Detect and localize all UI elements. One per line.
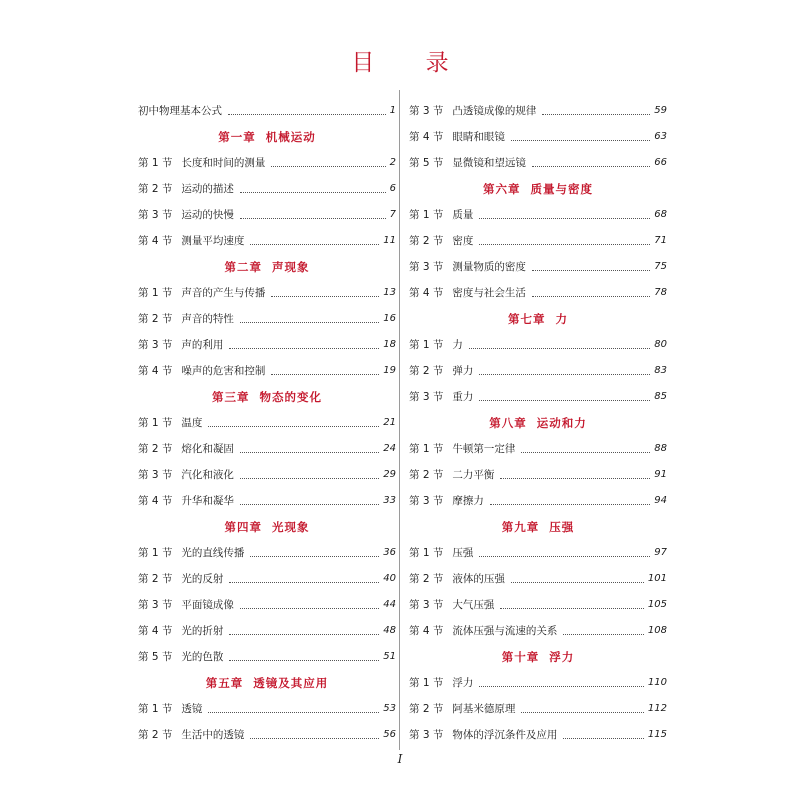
toc-entry[interactable] (409, 716, 667, 742)
dot-leader (500, 608, 644, 609)
dot-leader (469, 348, 650, 349)
section-page: 63 (654, 131, 667, 142)
section-number: 第 3 节 (409, 599, 444, 611)
section-page: 105 (647, 599, 667, 610)
section-title: 光的色散 (181, 651, 224, 663)
chapter-heading (138, 508, 396, 534)
dot-leader (479, 218, 650, 219)
toc-entry[interactable] (409, 560, 667, 586)
chapter-label: 第三章 (212, 390, 250, 404)
dot-leader (250, 556, 379, 557)
dot-leader (500, 478, 650, 479)
chapter-heading (409, 300, 667, 326)
section-title: 大气压强 (452, 599, 495, 611)
toc-entry[interactable] (138, 482, 396, 508)
section-title: 物体的浮沉条件及应用 (452, 729, 558, 741)
toc-right-column (409, 92, 667, 742)
section-number: 第 2 节 (409, 365, 444, 377)
section-title: 声音的产生与传播 (181, 287, 266, 299)
section-title: 眼睛和眼镜 (452, 131, 505, 143)
section-number: 第 1 节 (409, 339, 444, 351)
dot-leader (542, 114, 650, 115)
section-page: 48 (383, 625, 396, 636)
dot-leader (521, 452, 650, 453)
dot-leader (228, 114, 386, 115)
section-page: 33 (383, 495, 396, 506)
toc-entry[interactable] (138, 92, 396, 118)
section-title: 光的反射 (181, 573, 224, 585)
page-title: 目 录 (351, 50, 471, 76)
section-page: 40 (383, 573, 396, 584)
section-page: 29 (383, 469, 396, 480)
section-title: 初中物理基本公式 (138, 105, 222, 117)
dot-leader (479, 556, 650, 557)
toc-entry[interactable] (409, 612, 667, 638)
chapter-heading (409, 638, 667, 664)
section-number: 第 2 节 (138, 443, 173, 455)
toc-entry[interactable] (409, 482, 667, 508)
section-page: 94 (654, 495, 667, 506)
toc-entry[interactable] (138, 430, 396, 456)
section-title: 显微镜和望远镜 (452, 157, 526, 169)
dot-leader (271, 296, 379, 297)
section-number: 第 3 节 (409, 105, 444, 117)
chapter-label: 第八章 (489, 416, 527, 430)
section-title: 密度与社会生活 (452, 287, 526, 299)
dot-leader (240, 504, 379, 505)
section-number: 第 3 节 (138, 209, 173, 221)
dot-leader (532, 296, 650, 297)
chapter-name: 光现象 (272, 520, 310, 534)
section-number: 第 2 节 (409, 235, 444, 247)
section-title: 透镜 (181, 703, 203, 715)
toc-entry[interactable] (138, 326, 396, 352)
section-number: 第 2 节 (409, 703, 444, 715)
section-page: 36 (383, 547, 396, 558)
section-page: 6 (389, 183, 396, 194)
section-number: 第 2 节 (138, 573, 173, 585)
section-title: 平面镜成像 (181, 599, 234, 611)
section-page: 112 (647, 703, 667, 714)
section-title: 长度和时间的测量 (181, 157, 266, 169)
section-page: 66 (654, 157, 667, 168)
section-page: 19 (383, 365, 396, 376)
dot-leader (271, 374, 379, 375)
dot-leader (229, 660, 379, 661)
dot-leader (240, 478, 379, 479)
section-page: 83 (654, 365, 667, 376)
section-number: 第 4 节 (138, 365, 173, 377)
section-number: 第 5 节 (138, 651, 173, 663)
dot-leader (240, 322, 379, 323)
chapter-label: 第七章 (508, 312, 546, 326)
section-number: 第 1 节 (409, 443, 444, 455)
dot-leader (240, 192, 386, 193)
section-title: 浮力 (452, 677, 474, 689)
section-number: 第 4 节 (138, 625, 173, 637)
toc-entry[interactable] (409, 222, 667, 248)
toc-entry[interactable] (138, 612, 396, 638)
toc-entry[interactable] (138, 638, 396, 664)
section-number: 第 3 节 (138, 599, 173, 611)
dot-leader (511, 140, 650, 141)
toc-entry[interactable] (138, 352, 396, 378)
chapter-name: 压强 (549, 520, 575, 534)
dot-leader (240, 608, 379, 609)
toc-entry[interactable] (409, 196, 667, 222)
section-number: 第 5 节 (409, 157, 444, 169)
section-page: 24 (383, 443, 396, 454)
toc-entry[interactable] (138, 690, 396, 716)
section-page: 91 (654, 469, 667, 480)
section-page: 1 (389, 105, 396, 116)
section-title: 光的直线传播 (181, 547, 245, 559)
section-title: 密度 (452, 235, 474, 247)
toc-entry[interactable] (138, 274, 396, 300)
chapter-heading (409, 508, 667, 534)
chapter-label: 第六章 (483, 182, 521, 196)
toc-entry[interactable] (138, 534, 396, 560)
section-number: 第 1 节 (138, 157, 173, 169)
section-page: 68 (654, 209, 667, 220)
section-page: 75 (654, 261, 667, 272)
dot-leader (490, 504, 650, 505)
chapter-label: 第四章 (224, 520, 262, 534)
dot-leader (479, 686, 644, 687)
section-page: 13 (383, 287, 396, 298)
section-number: 第 3 节 (409, 261, 444, 273)
chapter-label: 第九章 (501, 520, 540, 534)
dot-leader (271, 166, 385, 167)
section-title: 升华和凝华 (181, 495, 234, 507)
toc-entry[interactable] (138, 144, 396, 170)
section-title: 阿基米德原理 (452, 703, 516, 715)
chapter-name: 物态的变化 (259, 390, 322, 404)
section-number: 第 1 节 (138, 703, 173, 715)
section-title: 摩擦力 (452, 495, 484, 507)
section-page: 108 (647, 625, 667, 636)
toc-entry[interactable] (409, 456, 667, 482)
dot-leader (563, 634, 644, 635)
section-title: 牛顿第一定律 (452, 443, 516, 455)
toc-entry[interactable] (138, 716, 396, 742)
chapter-label: 第十章 (501, 650, 540, 664)
toc-entry[interactable] (138, 456, 396, 482)
column-divider (399, 90, 400, 750)
toc-entry[interactable] (409, 144, 667, 170)
chapter-name: 机械运动 (265, 130, 316, 144)
section-title: 光的折射 (181, 625, 224, 637)
chapter-name: 质量与密度 (530, 182, 593, 196)
section-page: 101 (647, 573, 667, 584)
section-title: 液体的压强 (452, 573, 505, 585)
chapter-heading (138, 248, 396, 274)
toc-entry[interactable] (409, 352, 667, 378)
toc-entry[interactable] (409, 92, 667, 118)
section-page: 21 (383, 417, 396, 428)
dot-leader (479, 244, 650, 245)
chapter-name: 运动和力 (536, 416, 587, 430)
dot-leader (229, 582, 379, 583)
section-number: 第 3 节 (138, 339, 173, 351)
section-number: 第 1 节 (409, 547, 444, 559)
section-number: 第 4 节 (409, 625, 444, 637)
section-page: 11 (383, 235, 396, 246)
section-number: 第 1 节 (409, 677, 444, 689)
section-title: 测量平均速度 (181, 235, 245, 247)
toc-entry[interactable] (409, 534, 667, 560)
section-number: 第 3 节 (409, 729, 444, 741)
section-page: 59 (654, 105, 667, 116)
section-number: 第 4 节 (138, 235, 173, 247)
section-page: 2 (389, 157, 396, 168)
toc-entry[interactable] (409, 690, 667, 716)
section-page: 88 (654, 443, 667, 454)
section-page: 78 (654, 287, 667, 298)
section-number: 第 1 节 (138, 287, 173, 299)
toc-entry[interactable] (138, 560, 396, 586)
chapter-heading (409, 404, 667, 430)
section-title: 力 (452, 339, 463, 351)
dot-leader (532, 270, 650, 271)
section-title: 压强 (452, 547, 474, 559)
section-title: 声的利用 (181, 339, 224, 351)
section-title: 熔化和凝固 (181, 443, 234, 455)
section-title: 温度 (181, 417, 203, 429)
toc-entry[interactable] (138, 222, 396, 248)
chapter-label: 第一章 (218, 130, 256, 144)
chapter-heading (138, 664, 396, 690)
chapter-name: 力 (555, 312, 568, 326)
section-title: 质量 (452, 209, 474, 221)
section-number: 第 2 节 (138, 313, 173, 325)
section-page: 44 (383, 599, 396, 610)
toc-entry[interactable] (138, 170, 396, 196)
section-number: 第 3 节 (409, 391, 444, 403)
section-number: 第 2 节 (138, 183, 173, 195)
chapter-name: 透镜及其应用 (253, 676, 329, 690)
dot-leader (250, 738, 379, 739)
section-page: 71 (654, 235, 667, 246)
section-title: 凸透镜成像的规律 (452, 105, 537, 117)
section-number: 第 3 节 (138, 469, 173, 481)
dot-leader (479, 400, 650, 401)
section-title: 弹力 (452, 365, 474, 377)
section-number: 第 2 节 (409, 573, 444, 585)
toc-entry[interactable] (409, 378, 667, 404)
chapter-label: 第五章 (205, 676, 244, 690)
section-title: 二力平衡 (452, 469, 495, 481)
section-page: 7 (389, 209, 396, 220)
section-number: 第 4 节 (409, 287, 444, 299)
chapter-name: 浮力 (549, 650, 575, 664)
section-page: 53 (383, 703, 396, 714)
section-page: 16 (383, 313, 396, 324)
dot-leader (511, 582, 644, 583)
toc-entry[interactable] (138, 196, 396, 222)
toc-entry[interactable] (409, 664, 667, 690)
toc-entry[interactable] (409, 118, 667, 144)
section-title: 重力 (452, 391, 474, 403)
section-title: 测量物质的密度 (452, 261, 526, 273)
section-title: 运动的描述 (181, 183, 234, 195)
dot-leader (208, 712, 379, 713)
toc-entry[interactable] (409, 326, 667, 352)
toc-entry[interactable] (409, 586, 667, 612)
section-title: 噪声的危害和控制 (181, 365, 266, 377)
section-number: 第 1 节 (409, 209, 444, 221)
dot-leader (479, 374, 650, 375)
toc-entry[interactable] (409, 430, 667, 456)
section-title: 汽化和液化 (181, 469, 234, 481)
section-number: 第 4 节 (409, 131, 444, 143)
dot-leader (240, 452, 379, 453)
dot-leader (250, 244, 379, 245)
dot-leader (563, 738, 644, 739)
chapter-heading (138, 378, 396, 404)
section-title: 生活中的透镜 (181, 729, 245, 741)
section-page: 80 (654, 339, 667, 350)
toc-entry[interactable] (138, 404, 396, 430)
chapter-label: 第二章 (224, 260, 262, 274)
section-title: 流体压强与流速的关系 (452, 625, 558, 637)
chapter-name: 声现象 (272, 260, 310, 274)
section-number: 第 2 节 (409, 469, 444, 481)
section-number: 第 2 节 (138, 729, 173, 741)
toc-entry[interactable] (409, 274, 667, 300)
section-title: 运动的快慢 (181, 209, 234, 221)
dot-leader (521, 712, 644, 713)
section-page: 56 (383, 729, 396, 740)
toc-entry[interactable] (138, 586, 396, 612)
dot-leader (208, 426, 379, 427)
toc-entry[interactable] (138, 300, 396, 326)
toc-entry[interactable] (409, 248, 667, 274)
section-page: 115 (647, 729, 667, 740)
dot-leader (240, 218, 386, 219)
toc-left-column (138, 92, 396, 742)
section-page: 51 (383, 651, 396, 662)
section-page: 97 (654, 547, 667, 558)
section-number: 第 1 节 (138, 417, 173, 429)
dot-leader (229, 634, 379, 635)
section-number: 第 3 节 (409, 495, 444, 507)
dot-leader (229, 348, 379, 349)
dot-leader (532, 166, 650, 167)
section-number: 第 1 节 (138, 547, 173, 559)
section-page: 110 (647, 677, 667, 688)
chapter-heading (138, 118, 396, 144)
section-title: 声音的特性 (181, 313, 234, 325)
page-number: I (397, 752, 403, 766)
section-number: 第 4 节 (138, 495, 173, 507)
section-page: 85 (654, 391, 667, 402)
chapter-heading (409, 170, 667, 196)
section-page: 18 (383, 339, 396, 350)
